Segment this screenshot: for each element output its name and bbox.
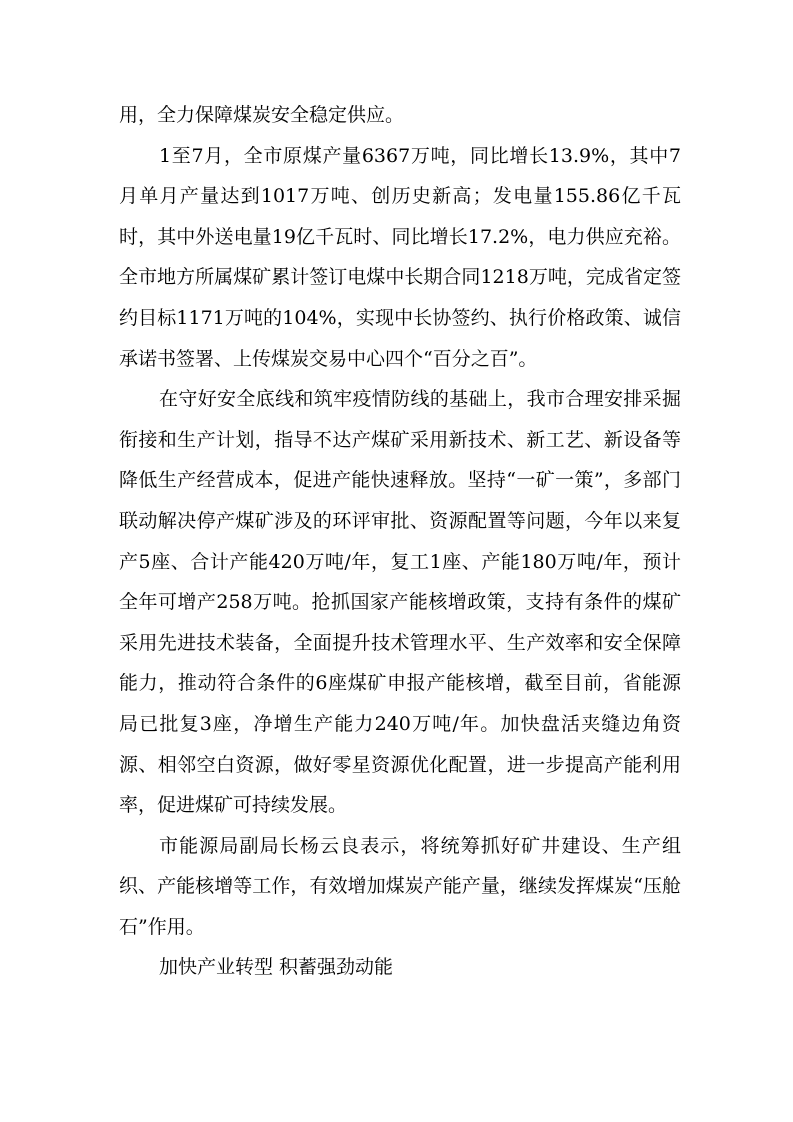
section-heading: 加快产业转型 积蓄强劲动能 [159, 956, 394, 979]
paragraph-capacity-measures: 在守好安全底线和筑牢疫情防线的基础上，我市合理安排采掘衔接和生产计划，指导不达产煤矿采用新技术、新工艺、新设备等降低生产经营成本，促进产能快速释放。坚持“一矿一策”，多部门联动解决停产煤矿涉及的环评审批、资源配置等问题，今年以来复产5座、合计产能420万吨/年，复工1座、产能180万吨/年，预计全年可增产258万吨。抢抓国家产能核增政策，支持有条件的煤矿采用先进技术装备，全面提升技术管理水平、生产效率和安全保障能力，推动符合条件的6座煤矿申报产能核增，截至目前，省能源局已批复3座，净增生产能力240万吨/年。加快盘活夹缝边角资源、相邻空白资源，做好零星资源优化配置，进一步提高产能利用率，促进煤矿可持续发展。 [119, 388, 681, 817]
paragraph-production-stats: 1至7月，全市原煤产量6367万吨，同比增长13.9%，其中7月单月产量达到1017万吨、创历史新高；发电量155.86亿千瓦时，其中外送电量19亿千瓦时、同比增长17.2%，电力供应充裕。全市地方所属煤矿累计签订电煤中长期合同1218万吨，完成省定签约目标1171万吨的104%，实现中长协签约、执行价格政策、诚信承诺书签署、上传煤炭交易中心四个“百分之百”。 [119, 144, 681, 370]
paragraph-continuation: 用，全力保障煤炭安全稳定供应。 [119, 104, 405, 126]
paragraph-official-statement: 市能源局副局长杨云良表示，将统筹抓好矿井建设、生产组织、产能核增等工作，有效增加煤炭产能产量，继续发挥煤炭“压舱石”作用。 [119, 834, 681, 938]
document-body [119, 95, 681, 988]
